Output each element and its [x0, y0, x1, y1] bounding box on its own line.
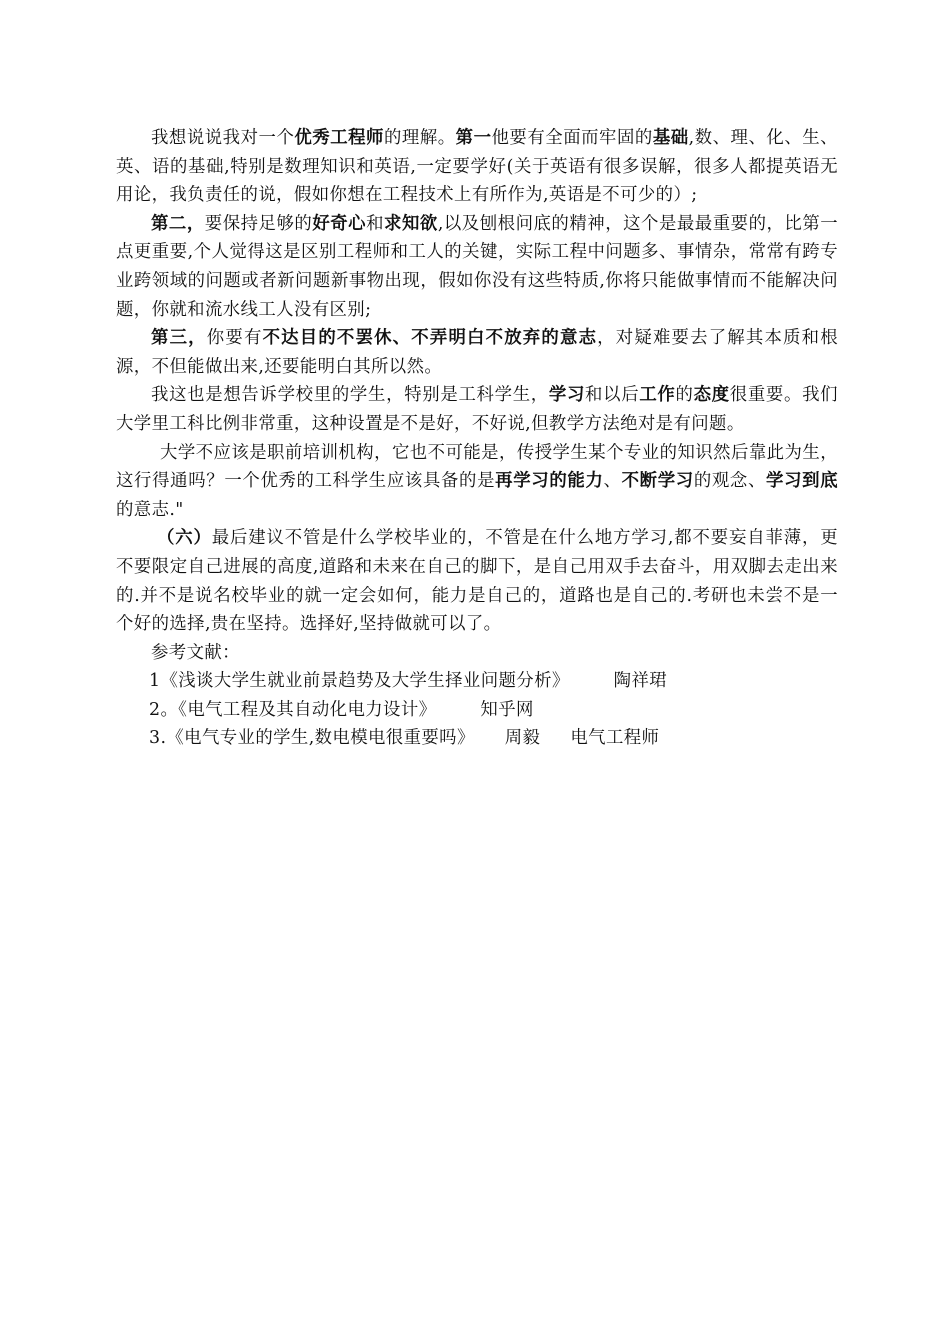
section-number-six: （六）	[157, 528, 212, 549]
reference-author: 周毅	[504, 728, 541, 749]
document-body	[116, 124, 838, 753]
emphasis-second: 第二，	[151, 213, 205, 234]
emphasis-thirst-for-knowledge: 求知欲	[384, 213, 438, 234]
reference-title: 2。《电气工程及其自动化电力设计》	[149, 699, 437, 720]
text: 我想说说我对一个	[151, 128, 295, 148]
references-heading: 参考文献：	[151, 642, 240, 663]
emphasis-relearning-ability: 再学习的能力	[495, 471, 604, 492]
text: ,数、理、化、生、英、语的基础,特别是数理知识和英语,一定要学好(关于英语有很多误解，很多人都提英语无用论，我负责任的说，假如你想在工程技术上有所作为,英语是不可少的）;	[116, 128, 838, 206]
text: 我这也是想告诉学校里的学生，特别是工科学生，	[151, 385, 549, 406]
text: ,以及刨根问底的精神，这个是最最重要的，比第一点更重要,个人觉得这是区别工程师和工人的关键，实际工程中问题多、事情杂，常常有跨专业跨领域的问题或者新问题新事物出现，假如你没有这些特质,你将只能做事情而不能解决问题，你就和流水线工人没有区别;	[116, 213, 839, 320]
text: 你要有	[206, 328, 263, 349]
reference-source: 电气工程师	[570, 728, 660, 749]
reference-item	[116, 724, 838, 753]
paragraph-message-to-students	[116, 381, 838, 438]
text: 很重要。我们大学里工科比例非常重，这种设置是不是好，不好说,但教学方法绝对是有问题。	[116, 385, 838, 434]
emphasis-third: 第三，	[151, 328, 207, 349]
paragraph-third-point	[116, 324, 838, 381]
reference-author: 知乎网	[480, 699, 534, 720]
reference-title: 1《浅谈大学生就业前景趋势及大学生择业问题分析》	[149, 671, 570, 692]
text: 、	[603, 471, 622, 492]
emphasis-foundation: 基础	[652, 128, 689, 148]
text: 要保持足够的	[204, 213, 313, 234]
emphasis-learn-thoroughly: 学习到底	[766, 471, 839, 492]
emphasis-continuous-learning: 不断学习	[621, 471, 694, 492]
text: 最后建议不管是什么学校毕业的，不管是在什么地方学习,都不要妄自菲薄，更不要限定自己进展的高度,道路和未来在自己的脚下，是自己用双手去奋斗，用双脚去走出来的.并不是说名校毕业的就一定会如何，能力是自己的，道路也是自己的.考研也未尝不是一个好的选择,贵在坚持。选择好,坚持做就可以了。	[116, 528, 838, 635]
emphasis-excellent-engineer: 优秀工程师	[294, 128, 384, 148]
text: 的观念、	[693, 471, 767, 492]
reference-item	[116, 696, 838, 725]
emphasis-attitude: 态度	[693, 385, 730, 406]
paragraph-university-role	[116, 439, 838, 525]
paragraph-final-advice	[116, 524, 838, 638]
reference-item	[116, 667, 838, 696]
text: 大学不应该是职前培训机构，它也不可能是，传授学生某个专业的知识然后靠此为生，这行得通吗？一个优秀的工科学生应该具备的是	[116, 442, 838, 492]
emphasis-curiosity: 好奇心	[312, 213, 367, 234]
text: ，对疑难要去了解其本质和根源，不但能做出来,还要能明白其所以然。	[116, 328, 839, 377]
paragraph-engineer-understanding	[116, 124, 838, 210]
text: 和	[366, 213, 385, 234]
text: 的	[675, 385, 694, 406]
reference-author: 陶祥珺	[613, 671, 668, 692]
text: 和以后	[585, 385, 640, 406]
text: 的理解。	[383, 128, 456, 148]
reference-title: 3.《电气专业的学生,数电模电很重要吗》	[149, 728, 475, 749]
text: 他要有全面而牢固的	[491, 128, 653, 148]
emphasis-first: 第一	[455, 128, 492, 148]
emphasis-work: 工作	[639, 385, 676, 406]
emphasis-willpower: 不达目的不罢休、不弄明白不放弃的意志	[262, 328, 598, 349]
emphasis-study: 学习	[548, 385, 586, 406]
text: 的意志."	[116, 499, 184, 520]
paragraph-second-point	[116, 210, 838, 324]
